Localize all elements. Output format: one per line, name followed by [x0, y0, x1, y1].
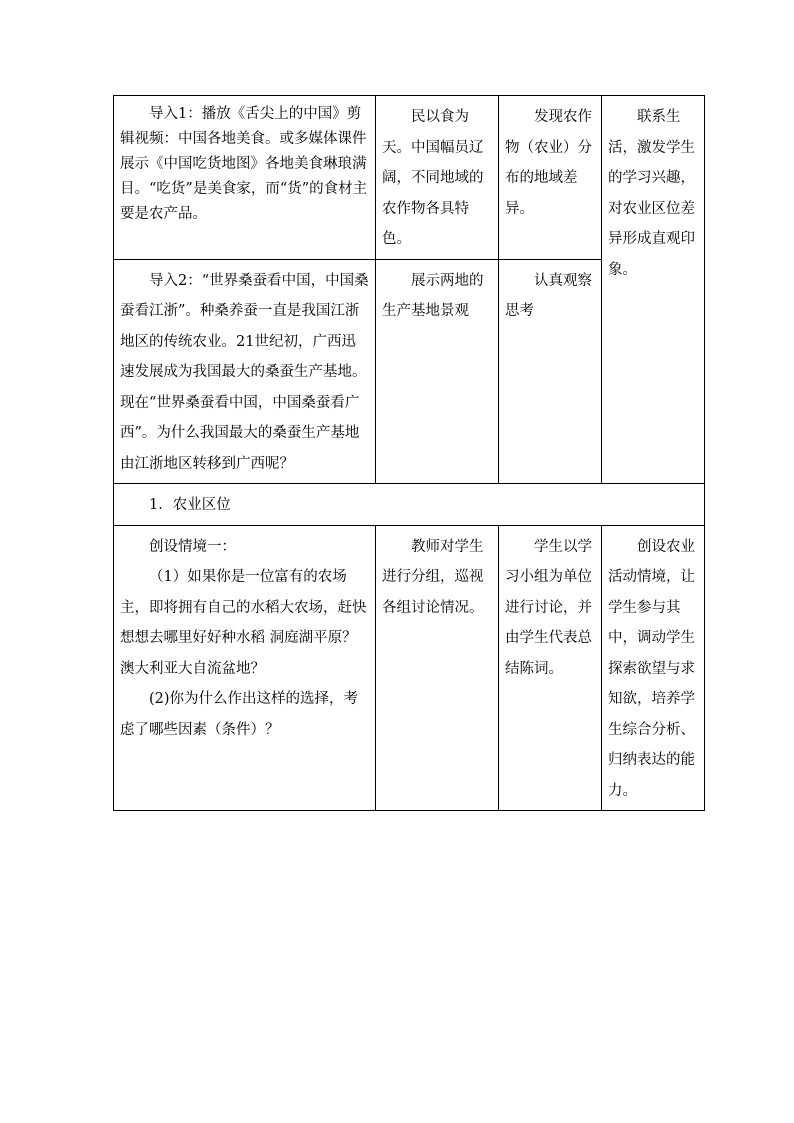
teacher-cell-intro-1 — [376, 96, 499, 260]
table-row — [114, 96, 705, 260]
student-activity-text: 发现农作物（农业）分布的地域差异。 — [505, 109, 592, 217]
student-cell-scenario-1 — [499, 525, 602, 811]
design-intent-text: 创设农业活动情境，让学生参与其中，调动学生探索欲望与求知欲，培养学生综合分析、归纳表达的能力。 — [608, 538, 695, 799]
teacher-cell-intro-2 — [376, 259, 499, 484]
lesson-plan-table — [113, 95, 705, 811]
scenario-question-2: (2)你为什么作出这样的选择，考虑了哪些因素（条件）？ — [120, 691, 359, 738]
activity-cell-intro-2 — [114, 259, 376, 484]
intent-cell-intro — [602, 96, 705, 484]
scenario-question-1: （1）如果你是一位富有的农场主，即将拥有自己的水稻大农场，赶快想想去哪里好好种水稻 洞庭湖平原？澳大利亚大自流盆地？ — [120, 569, 367, 677]
scenario-title: 创设情境一： — [149, 538, 236, 555]
teacher-activity-text: 教师对学生进行分组，巡视各组讨论情况。 — [382, 538, 484, 616]
activity-cell-scenario-1 — [114, 525, 376, 811]
intent-cell-scenario-1 — [602, 525, 705, 811]
section-heading-cell — [114, 484, 705, 526]
student-activity-text: 认真观察思考 — [505, 272, 592, 319]
intro-1-text: 导入1：播放《舌尖上的中国》剪辑视频：中国各地美食。或多媒体课件展示《中国吃货地图》各地美食琳琅满目。“吃货”是美食家，而“货”的食材主要是农产品。 — [120, 106, 368, 222]
student-activity-text: 学生以学习小组为单位进行讨论，并由学生代表总结陈词。 — [505, 538, 592, 677]
teacher-cell-scenario-1 — [376, 525, 499, 811]
student-cell-intro-2 — [499, 259, 602, 484]
activity-cell-intro-1 — [114, 96, 376, 260]
teacher-activity-text: 展示两地的生产基地景观 — [382, 272, 484, 319]
design-intent-text: 联系生活，激发学生的学习兴趣，对农业区位差异形成直观印象。 — [608, 109, 695, 278]
section-heading: 1．农业区位 — [149, 497, 231, 513]
student-cell-intro-1 — [499, 96, 602, 260]
intro-2-text: 导入2：“世界桑蚕看中国，中国桑蚕看江浙”。种桑养蚕一直是我国江浙地区的传统农业。21世纪初，广西迅速发展成为我国最大的桑蚕生产基地。现在“世界桑蚕看中国，中国桑蚕看广西”。为什么我国最大的桑蚕生产基地由江浙地区转移到广西呢？ — [120, 272, 369, 472]
teacher-activity-text: 民以食为天。中国幅员辽阔，不同地域的农作物各具特色。 — [382, 109, 484, 247]
table-row — [114, 525, 705, 811]
section-row — [114, 484, 705, 526]
